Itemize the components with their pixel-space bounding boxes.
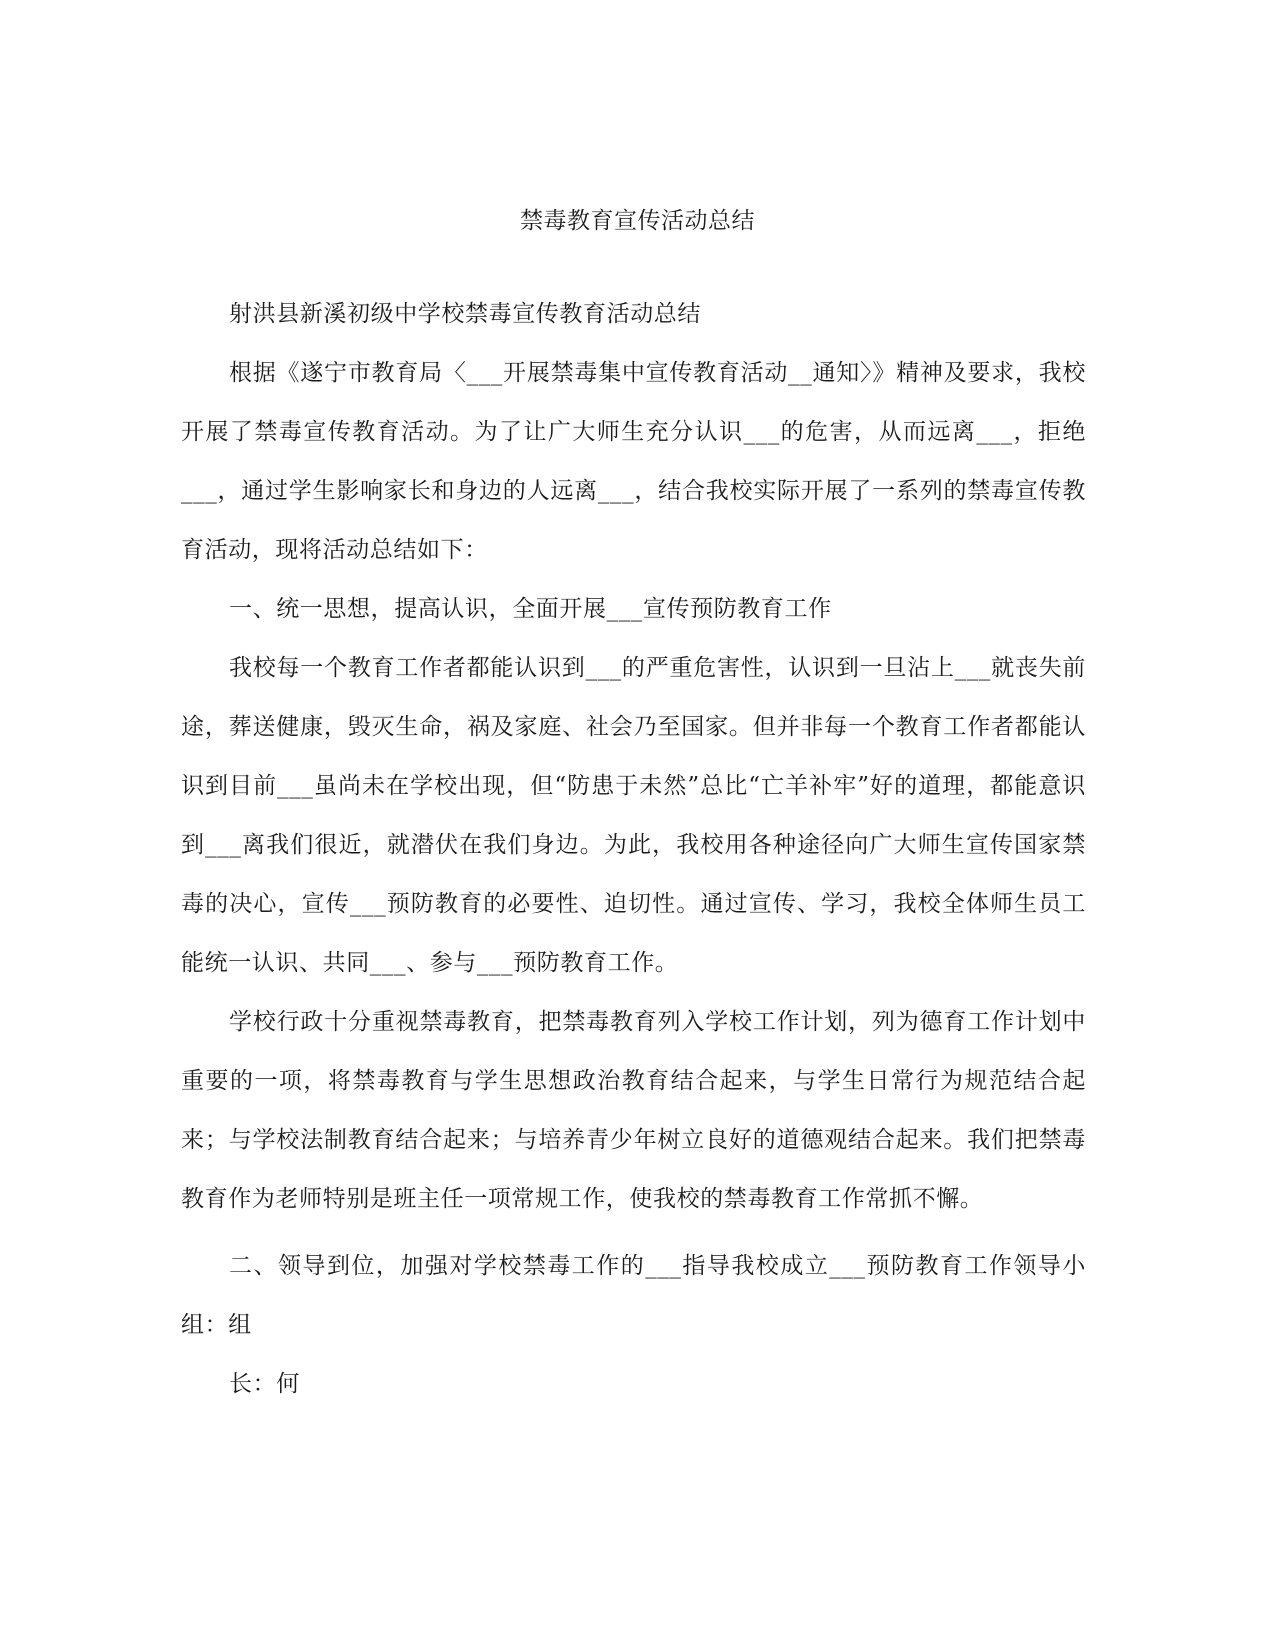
paragraph-awareness: 我校每一个教育工作者都能认识到___的严重危害性，认识到一旦沾上___就丧失前途，葬送健康，毁灭生命，祸及家庭、社会乃至国家。但并非每一个教育工作者都能认识到目前___虽尚未在学校出现，但“防患于未然”总比“亡羊补牢”好的道理，都能意识到___离我们很近，就潜伏在我们身边。为此，我校用各种途径向广大师生宣传国家禁毒的决心，宣传___预防教育的必要性、迫切性。通过宣传、学习，我校全体师生员工能统一认识、共同___、参与___预防教育工作。 [181, 655, 1086, 976]
section-heading-1: 一、统一思想，提高认识，全面开展___宣传预防教育工作 [229, 596, 832, 622]
paragraph-subtitle: 射洪县新溪初级中学校禁毒宣传教育活动总结 [229, 301, 701, 327]
paragraph-intro: 根据《遂宁市教育局〈___开展禁毒集中宣传教育活动__通知〉》精神及要求，我校开展了禁毒宣传教育活动。为了让广大师生充分认识___的危害，从而远离___，拒绝___，通过学生影响家长和身边的人远离___，结合我校实际开展了一系列的禁毒宣传教育活动，现将活动总结如下： [181, 360, 1086, 563]
section-heading-2: 二、领导到位，加强对学校禁毒工作的___指导我校成立___预防教育工作领导小组：组 [181, 1253, 1086, 1338]
paragraph-leader: 长：何 [229, 1371, 300, 1397]
document-title: 禁毒教育宣传活动总结 [520, 208, 755, 234]
document-body [181, 285, 1086, 1414]
paragraph-administration: 学校行政十分重视禁毒教育，把禁毒教育列入学校工作计划，列为德育工作计划中重要的一项，将禁毒教育与学生思想政治教育结合起来，与学生日常行为规范结合起来；与学校法制教育结合起来；与培养青少年树立良好的道德观结合起来。我们把禁毒教育作为老师特别是班主任一项常规工作，使我校的禁毒教育工作常抓不懈。 [181, 1009, 1086, 1212]
